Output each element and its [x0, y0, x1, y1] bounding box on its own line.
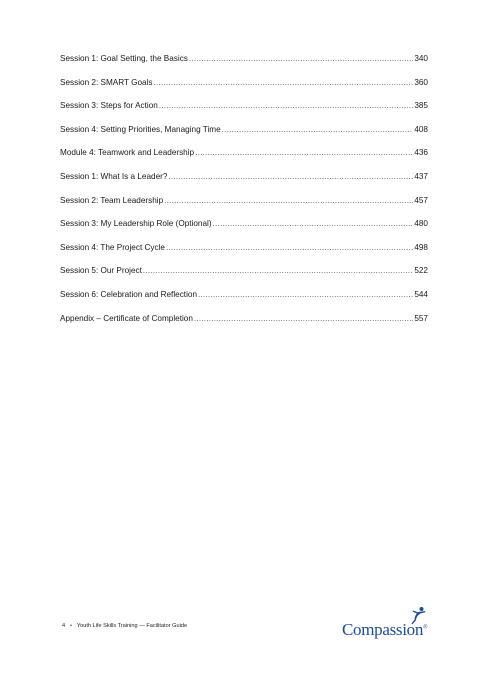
toc-entry-title: Session 1: What Is a Leader?: [60, 171, 168, 181]
toc-entry[interactable]: [60, 101, 428, 125]
footer-bullet: •: [70, 623, 72, 629]
compassion-logo: [342, 606, 434, 642]
toc-entry-page: 437: [414, 171, 428, 181]
toc-dot-leader: [168, 172, 413, 181]
footer-page-number: 4: [62, 623, 66, 629]
toc-entry-page: 544: [414, 289, 428, 299]
toc-dot-leader: [143, 266, 413, 275]
toc-entry[interactable]: [60, 196, 428, 220]
toc-entry-page: 436: [414, 148, 428, 158]
toc-entry-page: 457: [414, 195, 428, 205]
toc-entry-title: Session 4: The Project Cycle: [60, 242, 165, 252]
toc-entry-page: 360: [414, 77, 428, 87]
toc-dot-leader: [189, 54, 413, 63]
toc-dot-leader: [154, 78, 414, 87]
logo-wordmark: Compassion®: [342, 620, 428, 639]
toc-entry-title: Session 4: Setting Priorities, Managing Time: [60, 124, 221, 134]
table-of-contents: [60, 54, 428, 337]
toc-entry-title: Session 1: Goal Setting, the Basics: [60, 54, 188, 63]
toc-entry-title: Session 2: SMART Goals: [60, 77, 153, 87]
toc-entry-title: Session 6: Celebration and Reflection: [60, 289, 197, 299]
toc-entry-title: Appendix – Certificate of Completion: [60, 313, 193, 323]
toc-entry[interactable]: [60, 54, 428, 78]
toc-entry[interactable]: [60, 219, 428, 243]
toc-entry-title: Session 5: Our Project: [60, 266, 142, 276]
toc-dot-leader: [195, 148, 413, 157]
toc-entry[interactable]: [60, 314, 428, 338]
toc-entry[interactable]: [60, 148, 428, 172]
page-footer: [62, 623, 187, 629]
toc-entry-title: Module 4: Teamwork and Leadership: [60, 148, 195, 158]
toc-dot-leader: [159, 101, 413, 110]
toc-dot-leader: [222, 125, 414, 134]
toc-entry[interactable]: [60, 172, 428, 196]
toc-dot-leader: [194, 314, 413, 323]
toc-entry-title: Session 3: My Leadership Role (Optional): [60, 219, 212, 229]
toc-dot-leader: [213, 219, 414, 228]
toc-entry[interactable]: [60, 243, 428, 267]
toc-entry-page: 557: [414, 313, 428, 323]
toc-entry-page: 522: [414, 266, 428, 276]
toc-entry-page: 498: [414, 242, 428, 252]
toc-entry[interactable]: [60, 266, 428, 290]
toc-dot-leader: [164, 196, 413, 205]
toc-entry[interactable]: [60, 290, 428, 314]
toc-entry-page: 340: [414, 54, 428, 63]
toc-entry[interactable]: [60, 78, 428, 102]
toc-entry-page: 480: [414, 219, 428, 229]
toc-dot-leader: [166, 243, 413, 252]
toc-entry-page: 408: [414, 124, 428, 134]
toc-entry-page: 385: [414, 101, 428, 111]
toc-entry-title: Session 2: Team Leadership: [60, 195, 164, 205]
footer-guide-title: Youth Life Skills Training — Facilitator Guide: [76, 623, 188, 629]
toc-dot-leader: [198, 290, 413, 299]
toc-entry-title: Session 3: Steps for Action: [60, 101, 158, 111]
toc-entry[interactable]: [60, 125, 428, 149]
